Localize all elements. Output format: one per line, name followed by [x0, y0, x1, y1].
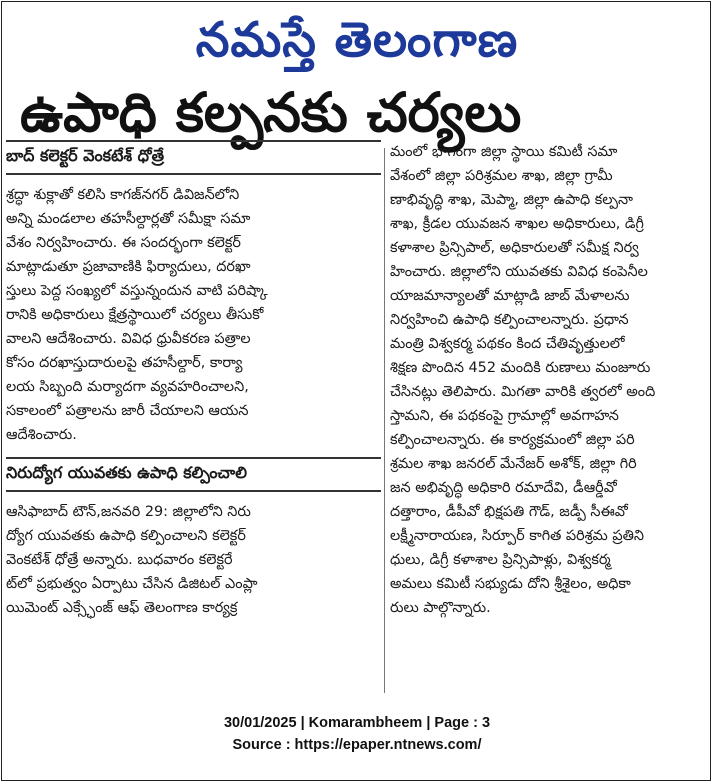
footer	[0, 712, 714, 756]
text-line: లక్ష్మీనారాయణ, సిర్పూర్ కాగిత పరిశ్రమ ప్రతిని	[390, 528, 644, 544]
text-line: కోసం దరఖాస్తుదారులపై తహసీల్దార్, కార్యా	[6, 355, 243, 371]
text-line: చేసినట్లు తెలిపారు. మిగతా వారికి త్వరలో అంది	[390, 384, 656, 400]
text-line: సకాలంలో పత్రాలను జారీ చేయాలని ఆయన	[6, 403, 249, 419]
article-paragraph-3	[390, 140, 704, 620]
text-line: ణాభివృద్ధి శాఖ, మెప్మా, జిల్లా ఉపాధి కల్పనా	[390, 192, 633, 208]
footer-date-line: 30/01/2025 | Komarambheem | Page : 3	[223, 715, 491, 731]
text-line: శిక్షణ పొందిన 452 మందికి రుణాలు మంజూరు	[390, 360, 651, 376]
text-line: శ్రమల శాఖ జనరల్ మేనేజర్ అశోక్, జిల్లా గిరి	[390, 456, 637, 472]
headline-fragment-strip	[0, 81, 714, 144]
text-line: రులు పాల్గొన్నారు.	[390, 600, 491, 616]
text-line: కళాశాల ప్రిన్సిపాల్, అధికారులతో సమీక్ష నిర్వ	[390, 240, 639, 256]
text-line: యిమెంట్ ఎక్స్ఛేంజ్ ఆఫ్ తెలంగాణ కార్యక్ర	[6, 600, 238, 616]
text-line: స్తులు పెద్ద సంఖ్యలో వస్తున్నందున వాటి పరిష్కా	[6, 283, 268, 299]
column-divider	[384, 148, 385, 693]
text-line: కల్పించాలన్నారు. ఈ కార్యక్రమంలో జిల్లా పరి	[390, 432, 635, 448]
text-line: అమలు కమిటీ సభ్యుడు దోని శ్రీశైలం, అధికా	[390, 576, 631, 592]
text-line: ఆదేశించారు.	[6, 427, 77, 443]
text-line: నిర్వహించి ఉపాధి కల్పించాలన్నారు. ప్రధాన	[390, 312, 629, 328]
footer-source-line: Source : https://epaper.ntnews.com/	[232, 737, 482, 753]
text-line: వాలని ఆదేశించారు. వివిధ ధ్రువీకరణ పత్రాల	[6, 331, 251, 347]
text-line: ట్‌లో ప్రభుత్వం ఏర్పాటు చేసిన డిజిటల్ ఎంప్లా	[6, 576, 258, 592]
text-line: దత్తారాం, డీపీవో భిక్షపతి గౌడ్, జడ్పీ సీఈవో	[390, 504, 628, 520]
left-column	[6, 140, 381, 710]
text-line: లయ సిబ్బంది మర్యాదగా వ్యవహరించాలని,	[6, 379, 249, 395]
newspaper-masthead: నమస్తే తెలంగాణ	[195, 12, 519, 68]
text-line: హించారు. జిల్లాలోని యువతకు వివిధ కంపెనీల	[390, 264, 648, 280]
text-line: శ్రద్ధా శుక్లాతో కలిసి కాగజ్‌నగర్ డివిజన్‌లోని	[6, 187, 240, 203]
text-line: జన అభివృద్ధి అధికారి రమాదేవి, డీఆర్డీవో	[390, 480, 617, 496]
text-line: ద్యోగ యువతకు ఉపాధి కల్పించాలని కలెక్టర్	[6, 528, 246, 544]
right-column	[390, 140, 704, 700]
text-line: యాజమాన్యాలతో మాట్లాడి జాబ్ మేళాలను	[390, 288, 630, 304]
text-line: వెంకటేశ్ ధోత్రే అన్నారు. బుధవారం కలెక్టరే	[6, 552, 233, 568]
article-paragraph-2	[6, 500, 381, 620]
text-line: అన్ని మండలాల తహసీల్దార్లతో సమీక్షా సమా	[6, 211, 251, 227]
text-line: ధులు, డిగ్రీ కళాశాల ప్రిన్సిపాళ్లు, విశ్వకర్మ	[390, 552, 611, 568]
text-line: రానికి అధికారులు క్షేత్రస్థాయిలో చర్యలు తీసుకో	[6, 307, 264, 323]
headline-fragment: ఉపాధి కల్పనకు చర్యలు	[20, 81, 522, 144]
text-line: మాట్లాడుతూ ప్రజావాణికి ఫిర్యాదులు, దరఖా	[6, 259, 251, 275]
text-line: ఆసిఫాబాద్ టౌన్,జనవరి 29: జిల్లాలోని నిరు	[6, 504, 251, 520]
article-paragraph-1	[6, 183, 381, 447]
text-line: స్తామని, ఈ పథకంపై గ్రామాల్లో అవగాహన	[390, 408, 619, 424]
text-line: మంత్రి విశ్వకర్మ పథకం కింద చేతివృత్తులలో	[390, 336, 625, 352]
text-line: వేశం నిర్వహించారు. ఈ సందర్భంగా కలెక్టర్	[6, 235, 241, 251]
text-line: మంలో భాగంగా జిల్లా స్థాయి కమిటీ సమా	[390, 144, 618, 160]
byline-heading: బాద్ కలెక్టర్ వెంకటేశ్ ధోత్రే	[6, 140, 381, 175]
subheading-unemployed-youth: నిరుద్యోగ యువతకు ఉపాధి కల్పించాలి	[6, 457, 381, 492]
text-line: వేశంలో జిల్లా పరిశ్రమల శాఖ, జిల్లా గ్రామీ	[390, 168, 613, 184]
text-line: శాఖ, క్రీడల యువజన శాఖల అధికారులు, డిగ్రీ	[390, 216, 644, 232]
